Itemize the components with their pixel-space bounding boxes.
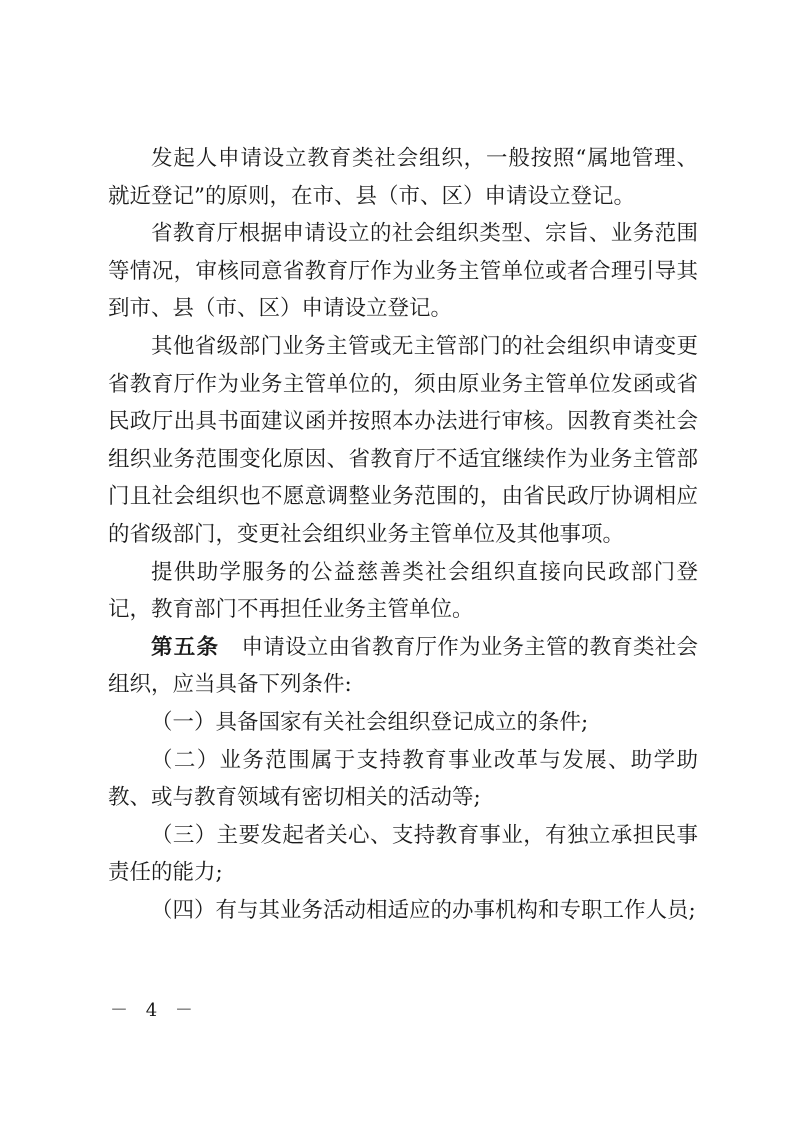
paragraph-review-approval: 省教育厅根据申请设立的社会组织类型、宗旨、业务范围等情况，审核同意省教育厅作为业务主管单位或者合理引导其到市、县（市、区）申请设立登记。 bbox=[108, 221, 698, 322]
page-number: － 4 － bbox=[110, 1000, 199, 1021]
condition-2: （二）业务范围属于支持教育事业改革与发展、助学助教、或与教育领域有密切相关的活动等; bbox=[108, 747, 698, 811]
article-5 bbox=[108, 629, 698, 704]
condition-4: （四）有与其业务活动相适应的办事机构和专职工作人员; bbox=[151, 897, 696, 923]
paragraph-registration-principle: 发起人申请设立教育类社会组织，一般按照“属地管理、就近登记”的原则，在市、县（市、区）申请设立登记。 bbox=[108, 146, 698, 209]
condition-1: （一）具备国家有关社会组织登记成立的条件; bbox=[151, 709, 589, 735]
paragraph-charity-registration: 提供助学服务的公益慈善类社会组织直接向民政部门登记，教育部门不再担任业务主管单位。 bbox=[108, 559, 698, 623]
article-5-heading: 第五条 bbox=[151, 634, 220, 660]
condition-3: （三）主要发起者关心、支持教育事业，有独立承担民事责任的能力; bbox=[108, 822, 698, 886]
paragraph-change-supervisor: 其他省级部门业务主管或无主管部门的社会组织申请变更省教育厅作为业务主管单位的，须由原业务主管单位发函或省民政厅出具书面建议函并按照本办法进行审核。因教育类社会组织业务范围变化原因、省教育厅不适宜继续作为业务主管部门且社会组织也不愿意调整业务范围的，由省民政厅协调相应的省级部门，变更社会组织业务主管单位及其他事项。 bbox=[108, 333, 698, 547]
document-body bbox=[108, 140, 698, 929]
article-5-text: 申请设立由省教育厅作为业务主管的教育类社会组织，应当具备下列条件: bbox=[108, 634, 698, 698]
